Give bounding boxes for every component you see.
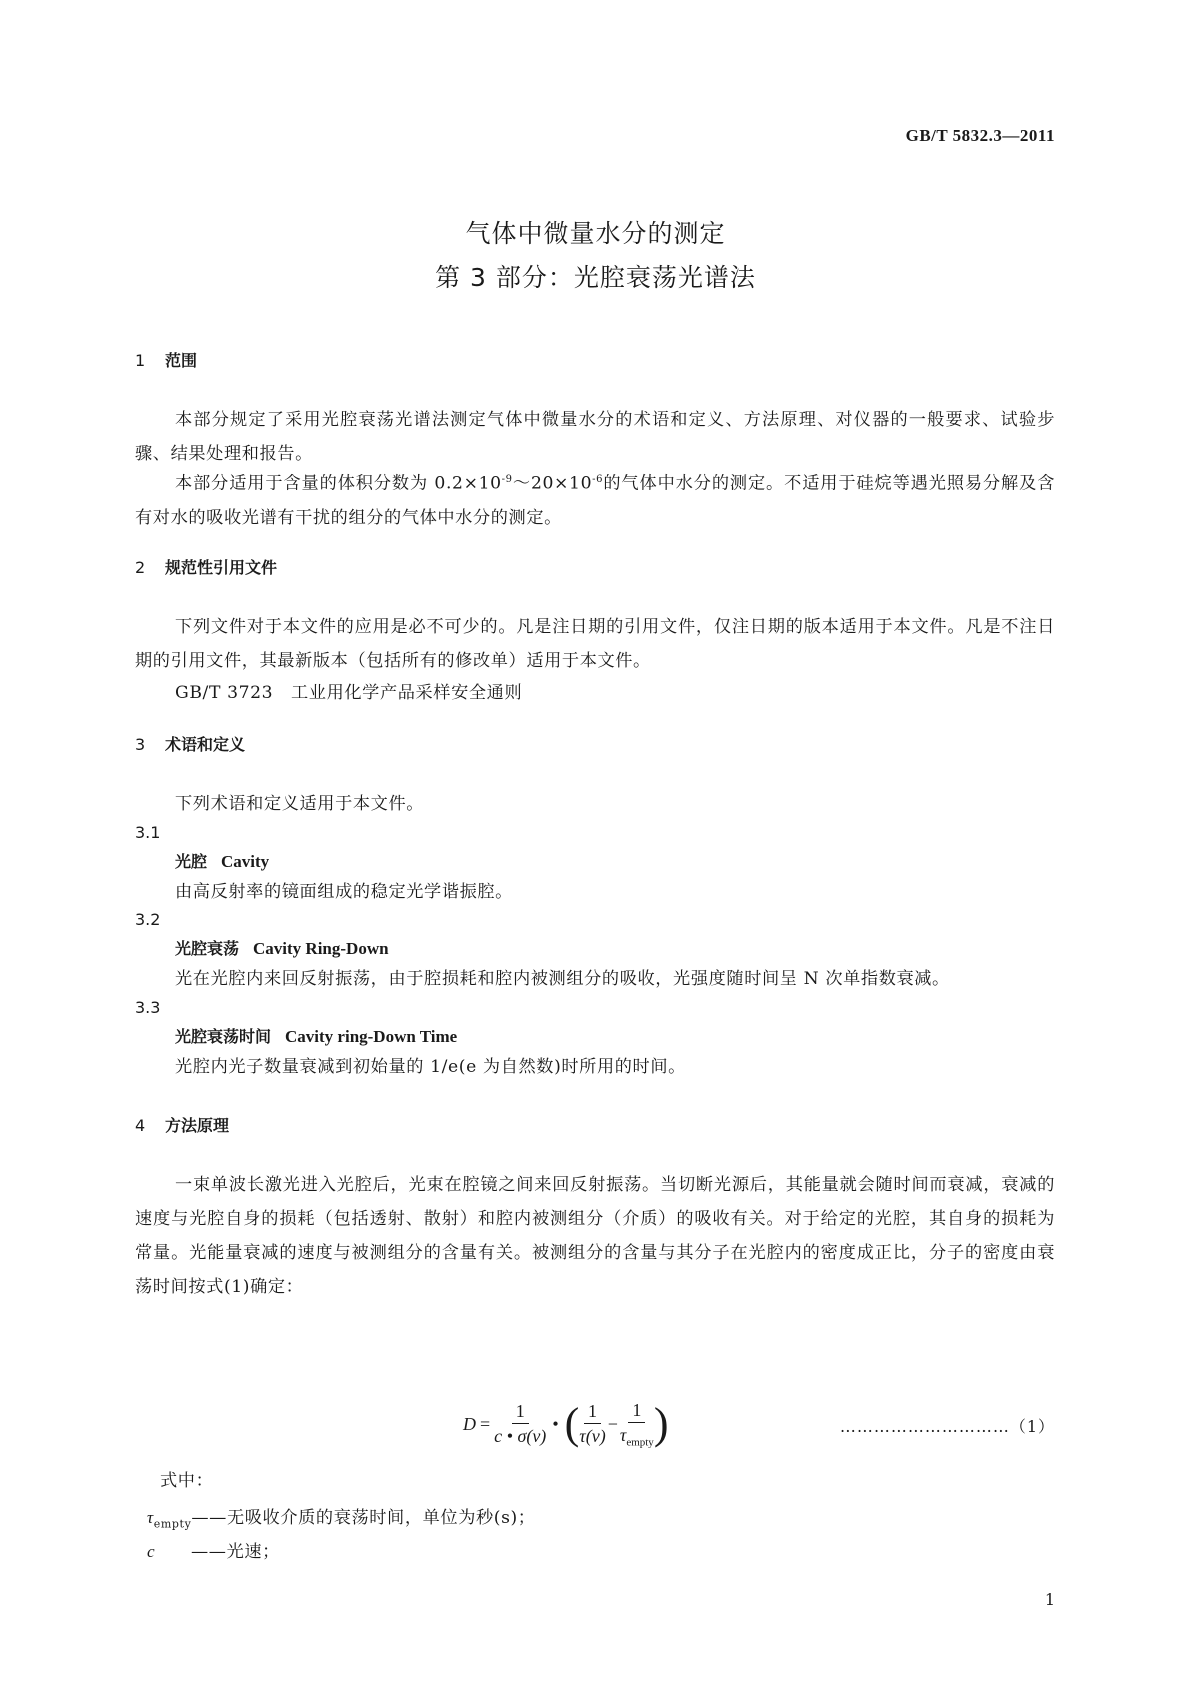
standard-number: GB/T 5832.3—2011 (905, 126, 1055, 145)
term-definition: 光腔内光子数量衰减到初始量的 1/e(e 为自然数)时所用的时间。 (175, 1057, 686, 1077)
section-2-para-1: 下列文件对于本文件的应用是必不可少的。凡是注日期的引用文件，仅注日期的版本适用于本文件。凡是不注日期的引用文件，其最新版本（包括所有的修改单）适用于本文件。 (135, 617, 1055, 671)
section-heading-1: 1 范围 (135, 351, 198, 370)
normative-reference: GB/T 3723 工业用化学产品采样安全通则 (175, 683, 523, 703)
fraction: $\frac{1}{\tau(\nu)}$ (579, 1401, 606, 1447)
variable-definition: $\tau_{empty}——$无吸收介质的衰荡时间，单位为秒(s)； (147, 1508, 536, 1531)
doc-subtitle: 第 3 部分：光腔衰荡光谱法 (435, 263, 756, 292)
equation-number: …………………………（1） (839, 1417, 1055, 1436)
term-number: 3.2 (135, 910, 161, 929)
section-heading-3: 3 术语和定义 (135, 735, 246, 754)
section-1-para-2: 本部分适用于含量的体积分数为 $0.2\times 10^{-9}\sim 20\times 10^{-6}$的气体中水分的测定。不适用于硅烷等遇光照易分解及含有对水的吸收光谱有干扰的组分的气体中水分的测定。 (135, 473, 1055, 528)
term-title: 光腔衰荡时间 Cavity ring-Down Time (175, 1027, 458, 1046)
variable-definition: c ——光速； (147, 1542, 280, 1562)
term-definition: 由高反射率的镜面组成的稳定光学谐振腔。 (175, 882, 513, 902)
section-heading-4: 4 方法原理 (135, 1116, 230, 1135)
section-4-para-1: 一束单波长激光进入光腔后，光束在腔镜之间来回反射振荡。当切断光源后，其能量就会随时间而衰减，衰减的速度与光腔自身的损耗（包括透射、散射）和腔内被测组分（介质）的吸收有关。对于给定的光腔，其自身的损耗为常量。光能量衰减的速度与被测组分的含量有关。被测组分的含量与其分子在光腔内的密度成正比，分子的密度由衰荡时间按式(1)确定： (135, 1175, 1055, 1297)
term-title: 光腔 Cavity (175, 852, 270, 871)
section-3-intro: 下列术语和定义适用于本文件。 (175, 794, 425, 814)
term-number: 3.1 (135, 823, 161, 842)
formula-1: D = $\frac{1}{c • \sigma(\nu)}$ • ( $\frac{1}{\tau(\nu)}$ − $\frac{1}{\tau_{empty}}$ ) (463, 1399, 669, 1449)
fraction: $\frac{1}{c • \sigma(\nu)}$ (494, 1401, 547, 1447)
page-number: 1 (1044, 1590, 1055, 1609)
section-heading-2: 2 规范性引用文件 (135, 558, 278, 577)
fraction: $\frac{1}{\tau_{empty}}$ (619, 1400, 654, 1449)
term-definition: 光在光腔内来回反射振荡，由于腔损耗和腔内被测组分的吸收，光强度随时间呈 N 次单指数衰减。 (175, 969, 950, 989)
term-number: 3.3 (135, 998, 161, 1017)
where-label: 式中： (160, 1471, 214, 1491)
section-1-para-1: 本部分规定了采用光腔衰荡光谱法测定气体中微量水分的术语和定义、方法原理、对仪器的一般要求、试验步骤、结果处理和报告。 (135, 410, 1055, 464)
formula-lhs: D (463, 1413, 476, 1434)
doc-title: 气体中微量水分的测定 (465, 219, 726, 248)
term-title: 光腔衰荡 Cavity Ring-Down (175, 939, 389, 958)
